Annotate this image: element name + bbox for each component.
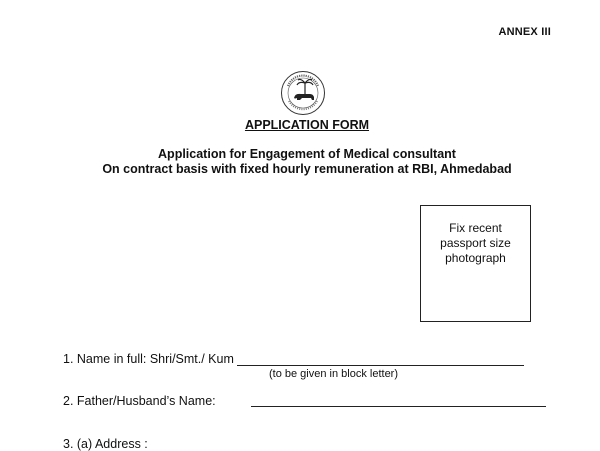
father-name-blank-line[interactable] — [251, 406, 546, 407]
subtitle-line-2: On contract basis with fixed hourly remuneration at RBI, Ahmedabad — [102, 162, 512, 176]
name-blank-line[interactable] — [237, 365, 524, 366]
name-label: 1. Name in full: Shri/Smt./ Kum — [63, 352, 234, 366]
address-label: 3. (a) Address : — [63, 437, 148, 451]
photo-box: Fix recent passport size photograph — [420, 205, 531, 322]
name-hint: (to be given in block letter) — [269, 368, 399, 380]
rbi-emblem-icon — [280, 70, 326, 116]
annex-label: ANNEX III — [498, 26, 551, 38]
form-subtitle — [0, 147, 600, 177]
subtitle-line-1: Application for Engagement of Medical consultant — [158, 147, 456, 161]
father-name-label: 2. Father/Husband’s Name: — [63, 394, 216, 408]
form-title: APPLICATION FORM — [244, 118, 370, 132]
